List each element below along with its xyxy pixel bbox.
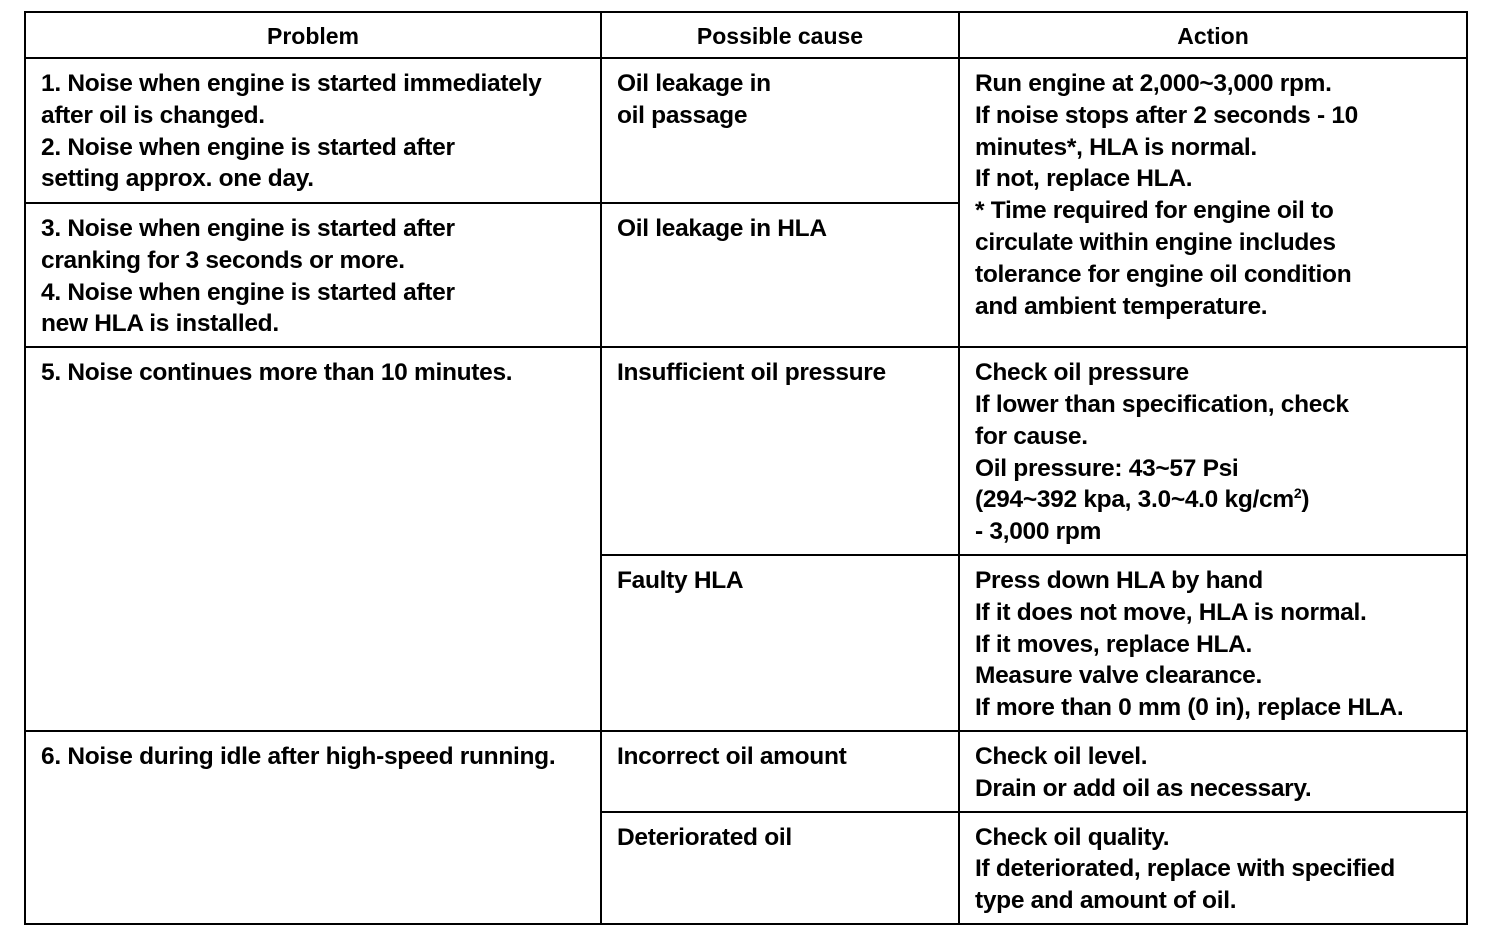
table-row xyxy=(25,347,1467,555)
header-action: Action xyxy=(959,12,1467,58)
table-row xyxy=(25,58,1467,203)
cause-line: Faulty HLA xyxy=(617,566,744,594)
action-line: Check oil pressure xyxy=(975,359,1189,387)
action-line: - 3,000 rpm xyxy=(975,518,1102,546)
action-line: minutes*, HLA is normal. xyxy=(975,133,1257,161)
action-line: If not, replace HLA. xyxy=(975,165,1193,193)
action-line: If it moves, replace HLA. xyxy=(975,630,1253,658)
action-line: and ambient temperature. xyxy=(975,292,1268,320)
action-line: Check oil level. xyxy=(975,742,1148,770)
action-text: (294~392 kpa, 3.0~4.0 kg/cm xyxy=(975,486,1294,514)
cause-line: Oil leakage in xyxy=(617,70,771,97)
cause-line: Incorrect oil amount xyxy=(617,742,847,770)
cause-line: Oil leakage in HLA xyxy=(617,215,827,242)
action-cell xyxy=(959,347,1467,555)
action-line: If deteriorated, replace with specified xyxy=(975,855,1395,883)
problem-line: 4. Noise when engine is started after xyxy=(41,278,455,306)
cause-line: oil passage xyxy=(617,101,748,129)
header-possible-cause: Possible cause xyxy=(601,12,959,58)
action-line: circulate within engine includes xyxy=(975,228,1336,256)
action-line: If it does not move, HLA is normal. xyxy=(975,598,1367,626)
problem-cell xyxy=(25,203,601,347)
problem-line: 5. Noise continues more than 10 minutes. xyxy=(41,359,513,387)
action-line: Check oil quality. xyxy=(975,823,1170,851)
problem-line: cranking for 3 seconds or more. xyxy=(41,246,405,274)
action-line: If lower than specification, check xyxy=(975,390,1349,418)
troubleshooting-sheet xyxy=(24,11,1468,925)
action-line: If more than 0 mm (0 in), replace HLA. xyxy=(975,694,1404,722)
troubleshooting-table xyxy=(24,11,1468,925)
cause-line: Insufficient oil pressure xyxy=(617,359,886,387)
action-line: Drain or add oil as necessary. xyxy=(975,774,1312,802)
action-cell xyxy=(959,555,1467,731)
action-line: Measure valve clearance. xyxy=(975,662,1263,690)
problem-line: setting approx. one day. xyxy=(41,165,314,193)
action-cell xyxy=(959,812,1467,924)
action-line: Oil pressure: 43~57 Psi xyxy=(975,454,1239,482)
problem-line: 2. Noise when engine is started after xyxy=(41,133,455,161)
problem-cell xyxy=(25,347,601,731)
problem-line: 6. Noise during idle after high-speed running. xyxy=(41,742,556,770)
action-line: * Time required for engine oil to xyxy=(975,197,1334,225)
header-row xyxy=(25,12,1467,58)
header-problem: Problem xyxy=(25,12,601,58)
problem-cell xyxy=(25,58,601,203)
cause-cell xyxy=(601,347,959,555)
action-line: Run engine at 2,000~3,000 rpm. xyxy=(975,70,1332,97)
action-text: ) xyxy=(1301,486,1310,514)
action-line: If noise stops after 2 seconds - 10 xyxy=(975,101,1358,129)
table-row xyxy=(25,731,1467,812)
problem-line: 3. Noise when engine is started after xyxy=(41,215,455,242)
superscript: 2 xyxy=(1293,485,1302,502)
action-line: type and amount of oil. xyxy=(975,887,1237,915)
action-cell-shared xyxy=(959,58,1467,347)
action-line xyxy=(975,484,1452,516)
cause-cell xyxy=(601,203,959,347)
cause-line: Deteriorated oil xyxy=(617,823,792,851)
problem-line: 1. Noise when engine is started immediately xyxy=(41,70,542,97)
cause-cell xyxy=(601,812,959,924)
problem-line: after oil is changed. xyxy=(41,101,265,129)
action-line: Press down HLA by hand xyxy=(975,566,1263,594)
action-line: for cause. xyxy=(975,422,1088,450)
action-cell xyxy=(959,731,1467,812)
cause-cell xyxy=(601,731,959,812)
problem-cell xyxy=(25,731,601,924)
action-line: tolerance for engine oil condition xyxy=(975,260,1352,288)
problem-line: new HLA is installed. xyxy=(41,310,279,338)
cause-cell xyxy=(601,58,959,203)
cause-cell xyxy=(601,555,959,731)
